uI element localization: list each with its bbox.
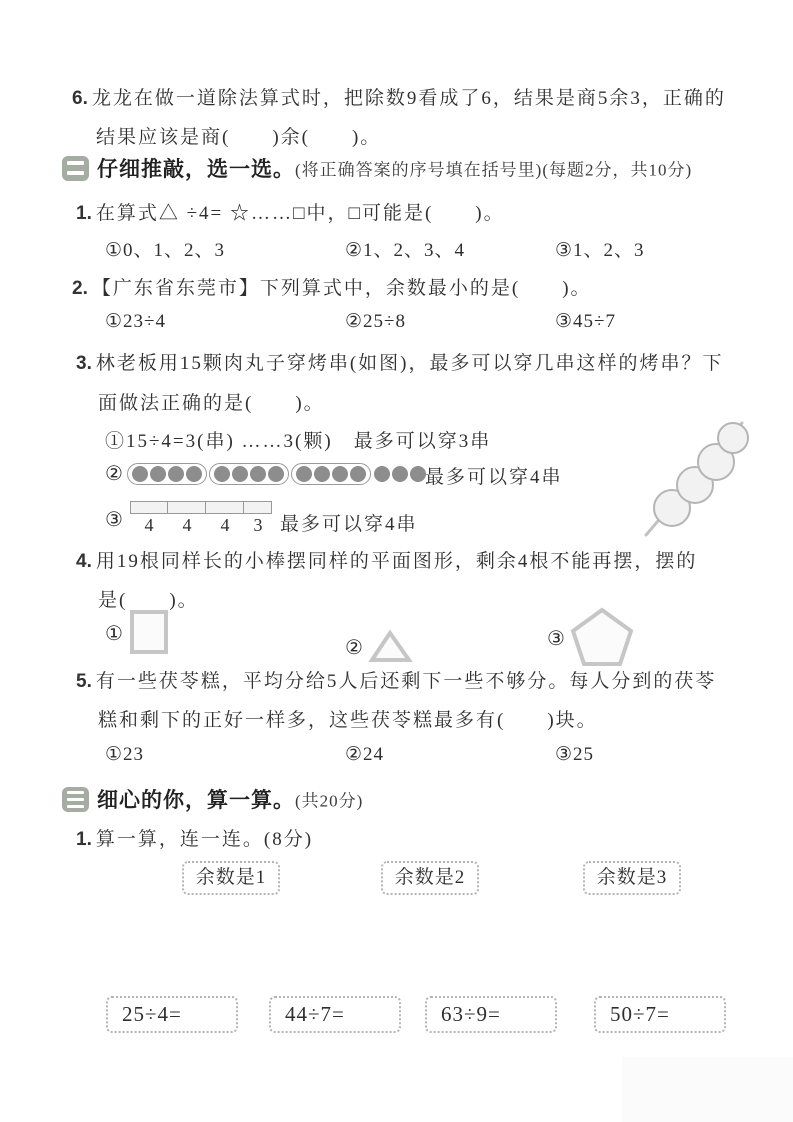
equation-box-4: 50÷7= xyxy=(594,996,726,1033)
question-6-text-cont: 结果应该是商( )余( )。 xyxy=(96,127,382,148)
choose-q3-option-3-marker: ③ xyxy=(105,509,123,531)
bar-segment: 4 xyxy=(130,501,168,536)
calc-q1 xyxy=(76,824,313,851)
choose-q5-option-2: ②24 xyxy=(345,744,385,765)
section-two-icon xyxy=(62,156,89,181)
bar-segment: 3 xyxy=(244,501,272,536)
meatball-diagram xyxy=(105,461,427,486)
loose-meatball xyxy=(410,466,426,482)
equation-box-2: 44÷7= xyxy=(269,996,401,1033)
calc-q1-number: 1. xyxy=(76,829,92,850)
choose-q2-number: 2. xyxy=(72,278,88,299)
choose-q4-line-1 xyxy=(76,546,697,573)
choose-q4-option-1: ① xyxy=(105,607,171,659)
remainder-box-1: 余数是1 xyxy=(182,861,280,895)
choose-q2-text: 【广东省东莞市】下列算式中，余数最小的是( )。 xyxy=(91,278,592,299)
choose-q2 xyxy=(72,273,592,300)
pentagon-shape-icon xyxy=(569,607,635,669)
loose-meatball xyxy=(392,466,408,482)
choose-q5-text-cont: 糕和剩下的正好一样多，这些茯苓糕最多有( )块。 xyxy=(98,710,598,731)
choose-q5-option-3: ③25 xyxy=(555,744,595,765)
choose-q3-text-cont: 面做法正确的是( )。 xyxy=(98,393,325,414)
square-shape-icon xyxy=(127,608,171,658)
choose-q5-line-2 xyxy=(98,705,598,732)
choose-q4-option-3: ③ xyxy=(547,607,635,669)
remainder-box-3: 余数是3 xyxy=(583,861,681,895)
choose-q1-option-1: ①0、1、2、3 xyxy=(105,240,226,261)
choose-q2-option-3: ③45÷7 xyxy=(555,311,616,332)
section-choose-title: 仔细推敲，选一选。 xyxy=(97,158,295,181)
equation-box-1: 25÷4= xyxy=(106,996,238,1033)
calc-q1-score: (8分) xyxy=(263,829,314,850)
choose-q1-option-2: ②1、2、3、4 xyxy=(345,240,466,261)
section-calc-title: 细心的你，算一算。 xyxy=(97,789,295,812)
meatball-group xyxy=(127,463,207,485)
section-calc-note: (共20分) xyxy=(295,791,364,811)
meatball-group xyxy=(209,463,289,485)
section-choose-note: (将正确答案的序号填在括号里)(每题2分，共10分) xyxy=(295,160,693,180)
choose-q4-number: 4. xyxy=(76,551,92,572)
scan-artifact xyxy=(622,1057,793,1122)
triangle-shape-icon xyxy=(367,629,415,665)
choose-q1 xyxy=(76,198,505,225)
bar-segment: 4 xyxy=(168,501,206,536)
choose-q3-line-2 xyxy=(98,388,325,415)
choose-q4-text: 用19根同样长的小棒摆同样的平面图形，剩余4根不能再摆，摆的 xyxy=(95,551,698,572)
choose-q3-option-1 xyxy=(105,426,491,453)
choose-q3-option-2-marker: ② xyxy=(105,463,123,485)
choose-q5-text: 有一些茯苓糕，平均分给5人后还剩下一些不够分。每人分到的茯苓 xyxy=(95,671,717,692)
choose-q3-line-1 xyxy=(76,348,724,375)
choose-q4-text-cont: 是( )。 xyxy=(98,590,199,611)
bar-segment: 4 xyxy=(206,501,244,536)
section-calc-header xyxy=(62,784,363,814)
remainder-box-2: 余数是2 xyxy=(381,861,479,895)
remainder-boxes-row xyxy=(0,861,793,901)
choose-q2-option-1: ①23÷4 xyxy=(105,311,166,332)
choose-q5-option-1: ①23 xyxy=(105,744,145,765)
choose-q5-line-1 xyxy=(76,666,716,693)
choose-q2-option-2: ②25÷8 xyxy=(345,311,406,332)
calc-q1-text: 算一算，连一连。 xyxy=(95,829,264,850)
choose-q3-number: 3. xyxy=(76,353,92,374)
section-three-icon xyxy=(62,787,89,812)
equation-box-3: 63÷9= xyxy=(425,996,557,1033)
loose-meatball xyxy=(374,466,390,482)
choose-q3-option-3-note: 最多可以穿4串 xyxy=(280,514,418,535)
choose-q4-options xyxy=(0,607,793,669)
choose-q5-number: 5. xyxy=(76,671,92,692)
choose-q1-text: 在算式△ ÷4= ☆……□中，□可能是( )。 xyxy=(95,203,505,224)
choose-q1-option-3: ③1、2、3 xyxy=(555,240,645,261)
choose-q1-number: 1. xyxy=(76,203,92,224)
meatball-group xyxy=(291,463,371,485)
question-6-line-1 xyxy=(72,83,726,110)
question-6-number: 6. xyxy=(72,88,88,109)
choose-q4-option-2: ② xyxy=(345,607,415,673)
choose-q3-option-2-note: 最多可以穿4串 xyxy=(425,467,563,488)
question-6-text: 龙龙在做一道除法算式时，把除数9看成了6，结果是商5余3，正确的 xyxy=(91,88,726,109)
bar-diagram xyxy=(130,501,272,536)
skewer-image xyxy=(638,405,756,548)
section-choose-header xyxy=(62,153,692,183)
question-6-line-2 xyxy=(96,122,381,149)
equation-boxes-row xyxy=(0,996,793,1038)
choose-q3-text: 林老板用15颗肉丸子穿烤串(如图)，最多可以穿几串这样的烤串？下 xyxy=(95,353,724,374)
choose-q3-option-1-text: ①15÷4=3(串) ……3(颗) 最多可以穿3串 xyxy=(105,431,492,452)
